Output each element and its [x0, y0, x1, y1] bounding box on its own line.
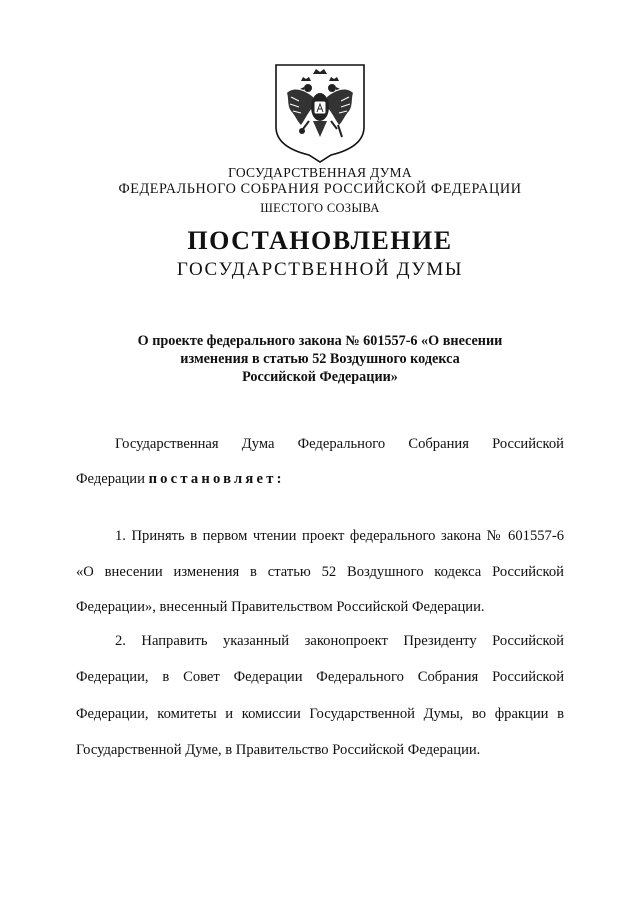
document-type-title: ПОСТАНОВЛЕНИЕ	[187, 226, 453, 255]
double-headed-eagle-icon	[273, 63, 367, 163]
preamble-text: Федерации	[76, 471, 149, 487]
header-convocation: ШЕСТОГО СОЗЫВА	[260, 201, 380, 215]
header-federal-assembly: ФЕДЕРАЛЬНОГО СОБРАНИЯ РОССИЙСКОЙ ФЕДЕРАЦИИ	[118, 181, 522, 197]
item-2-line: Федерации, в Совет Федерации Федерального Собрания Российской	[76, 669, 564, 685]
decision-word: постановляет:	[148, 471, 285, 487]
resolution-heading-line: Российской Федерации»	[242, 369, 398, 385]
item-2-line: Государственной Думе, в Правительство Российской Федерации.	[76, 742, 481, 758]
preamble-line: Государственная Дума Федерального Собрания Российской	[115, 436, 564, 452]
resolution-heading-line: О проекте федерального закона № 601557-6 «О внесении	[137, 333, 503, 349]
resolution-heading	[0, 332, 640, 386]
resolution-heading-line: изменения в статью 52 Воздушного кодекса	[180, 351, 460, 367]
item-1-line: 1. Принять в первом чтении проект федерального закона № 601557-6	[115, 528, 564, 544]
item-2-line: Федерации, комитеты и комиссии Государственной Думы, во фракции в	[76, 706, 564, 722]
item-2-line: 2. Направить указанный законопроект Президенту Российской	[115, 633, 564, 649]
header-duma: ГОСУДАРСТВЕННАЯ ДУМА	[228, 165, 412, 180]
coat-of-arms-emblem	[273, 63, 367, 163]
document-issuer-subtitle: ГОСУДАРСТВЕННОЙ ДУМЫ	[176, 259, 464, 280]
item-1-line: «О внесении изменения в статью 52 Воздушного кодекса Российской	[76, 564, 564, 580]
preamble-line	[76, 470, 564, 488]
item-1-line: Федерации», внесенный Правительством Российской Федерации.	[76, 599, 485, 615]
